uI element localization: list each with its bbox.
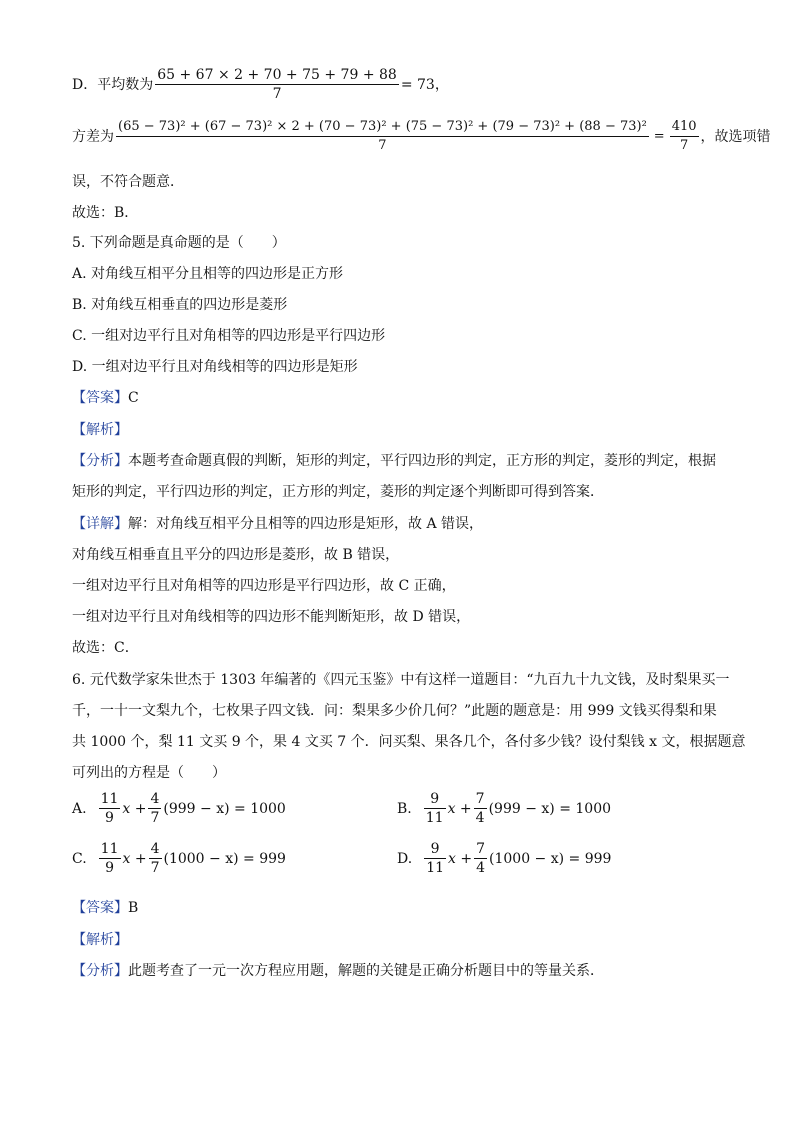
q5-stem: 5. 下列命题是真命题的是（ ）: [72, 235, 286, 251]
q6-analysis-tag: 【解析】: [72, 932, 128, 948]
q6-d-tail: (1000 − x) = 999: [489, 850, 612, 867]
q6-stem-4: 可列出的方程是（ ）: [72, 765, 226, 781]
q6-b-frac1: [424, 790, 446, 827]
xiangjie-tag: 【详解】: [72, 516, 128, 532]
q4-line-cont: 误，不符合题意．: [72, 174, 184, 190]
q5-fenxi-line-2: 矩形的判定，平行四边形的判定，正方形的判定，菱形的判定逐个判断即可得到答案．: [72, 484, 604, 500]
q4-mean-line: [72, 66, 449, 103]
q6-b-frac2-den: 4: [475, 810, 485, 826]
q6-answer: B: [128, 900, 139, 916]
q4-choose: 故选：B．: [72, 205, 139, 221]
q6-d-frac2-den: 4: [476, 860, 486, 876]
variance-eq: =: [653, 128, 665, 144]
q6-c-frac2: [149, 840, 162, 877]
q5-xiangjie-line-2: 对角线互相垂直且平分的四边形是菱形，故 B 错误，: [72, 547, 400, 563]
q5-xiangjie-1: 解：对角线互相平分且相等的四边形是矩形，故 A 错误，: [128, 516, 484, 532]
mean-numerator: 65 + 67 × 2 + 70 + 75 + 79 + 88: [157, 67, 397, 83]
variance-value-den: 7: [679, 138, 689, 153]
q6-c-mid: x +: [122, 850, 147, 867]
q6-option-d: [397, 840, 611, 877]
q6-stem-3: 共 1000 个，梨 11 文买 9 个，果 4 文买 7 个．问买梨、果各几个，各付多少钱？设付梨钱 x 文，根据题意: [72, 734, 746, 750]
q5-fenxi-line-1: [72, 451, 716, 471]
q6-b-tail: (999 − x) = 1000: [488, 800, 612, 817]
variance-label: 方差为: [72, 128, 114, 145]
q5-xiangjie-line-4: 一组对边平行且对角线相等的四边形不能判断矩形，故 D 错误，: [72, 609, 471, 625]
variance-value-fraction: [670, 118, 699, 155]
q6-b-frac1-den: 11: [425, 810, 444, 826]
q6-c-frac1: [99, 840, 121, 877]
q6-c-frac2-num: 4: [150, 841, 160, 857]
mean-result: = 73，: [400, 76, 449, 93]
q5-answer-line: [72, 388, 139, 408]
mean-denominator: 7: [272, 86, 282, 102]
answer-tag: 【答案】: [72, 900, 128, 916]
q5-option-c: C. 一组对边平行且对角相等的四边形是平行四边形: [72, 328, 386, 344]
variance-fraction: [116, 118, 649, 155]
variance-numerator: (65 − 73)² + (67 − 73)² × 2 + (70 − 73)² + (75 − 73)² + (79 − 73)² + (88 − 73)²: [116, 118, 649, 137]
q6-d-frac1-num: 9: [424, 840, 446, 859]
q6-b-frac2: [474, 790, 487, 827]
variance-denominator: 7: [378, 138, 387, 153]
variance-value-num: 410: [670, 118, 699, 137]
q6-d-frac2: [474, 840, 487, 877]
q5-option-d: D. 一组对边平行且对角线相等的四边形是矩形: [72, 359, 358, 375]
q5-xiangjie-line-1: [72, 514, 483, 534]
q4-d-label: D．平均数为: [72, 76, 154, 93]
q6-d-mid: x +: [448, 850, 473, 867]
q4-variance-line: [72, 118, 771, 155]
q6-a-tail: (999 − x) = 1000: [163, 800, 286, 817]
q6-a-frac2-num: 4: [150, 791, 160, 807]
q6-a-frac1-num: 11: [100, 791, 119, 807]
q6-option-d-label: D.: [397, 850, 413, 867]
q6-option-a: [72, 790, 286, 827]
q5-choose: 故选：C．: [72, 640, 139, 656]
q6-option-c: [72, 840, 286, 877]
q6-d-frac2-num: 7: [476, 841, 486, 857]
q6-fenxi-line-1: [72, 961, 604, 981]
q5-analysis-tag: 【解析】: [72, 422, 128, 438]
q6-fenxi-1: 此题考查了一元一次方程应用题，解题的关键是正确分析题目中的等量关系．: [128, 963, 604, 979]
variance-tail: ，故选项错: [700, 128, 771, 145]
q6-stem-1: 6. 元代数学家朱世杰于 1303 年编著的《四元玉鉴》中有这样一道题目：“九百九十九文钱，及时梨果买一: [72, 672, 730, 688]
q6-a-frac1: [99, 790, 121, 827]
q6-d-frac1: [424, 840, 446, 877]
q6-c-frac1-num: 11: [100, 841, 119, 857]
fenxi-tag: 【分析】: [72, 453, 128, 469]
q5-answer: C: [128, 390, 139, 406]
q6-c-frac2-den: 7: [150, 860, 160, 876]
fenxi-tag: 【分析】: [72, 963, 128, 979]
q6-option-c-label: C.: [72, 850, 87, 867]
q5-xiangjie-line-3: 一组对边平行且对角相等的四边形是平行四边形，故 C 正确，: [72, 578, 456, 594]
q6-a-frac2-den: 7: [150, 810, 160, 826]
q6-b-mid: x +: [447, 800, 472, 817]
q6-a-frac1-den: 9: [105, 810, 114, 826]
q6-c-tail: (1000 − x) = 999: [163, 850, 286, 867]
mean-fraction: [155, 66, 399, 103]
q6-c-frac1-den: 9: [105, 860, 115, 876]
q6-option-b: [397, 790, 611, 827]
q5-option-b: B. 对角线互相垂直的四边形是菱形: [72, 297, 288, 313]
q6-a-mid: x +: [122, 800, 147, 817]
q5-fenxi-1: 本题考查命题真假的判断，矩形的判定，平行四边形的判定，正方形的判定，菱形的判定，根据: [128, 453, 716, 469]
q6-answer-line: [72, 898, 138, 918]
q6-b-frac1-num: 9: [424, 790, 446, 809]
q6-stem-2: 千，一十一文梨九个，七枚果子四文钱．问：梨果多少价几何？”此题的题意是：用 999 文钱买得梨和果: [72, 703, 717, 719]
q6-option-b-label: B.: [397, 800, 412, 817]
q6-a-frac2: [148, 790, 161, 827]
q6-b-frac2-num: 7: [475, 791, 485, 807]
q5-option-a: A. 对角线互相平分且相等的四边形是正方形: [72, 266, 344, 282]
answer-tag: 【答案】: [72, 390, 128, 406]
q6-d-frac1-den: 11: [426, 860, 445, 876]
q6-option-a-label: A.: [72, 800, 87, 817]
